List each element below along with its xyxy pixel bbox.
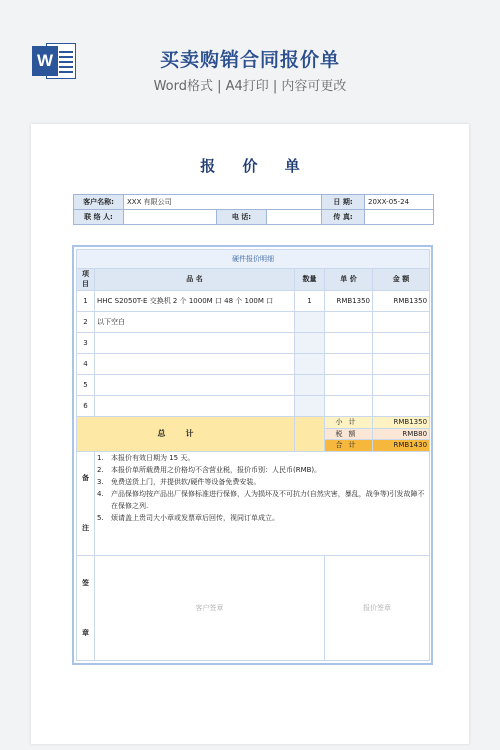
item-unit-price[interactable] [325,311,373,332]
grand-total-label: 合计 [325,440,373,452]
item-no: 6 [77,396,95,417]
tax-label: 税额 [325,428,373,440]
item-qty[interactable] [295,396,325,417]
fax-value[interactable] [365,210,434,225]
contact-value[interactable] [124,210,217,225]
column-header-unit-price: 单 价 [325,268,373,290]
quote-table [76,249,430,661]
item-no: 2 [77,311,95,332]
item-no: 5 [77,375,95,396]
item-qty[interactable] [295,375,325,396]
phone-label: 电 话: [217,210,267,225]
column-header-qty: 数量 [295,268,325,290]
customer-signature-area[interactable]: 客户签章 [95,555,325,660]
item-amount[interactable] [373,396,430,417]
item-amount[interactable] [373,375,430,396]
item-unit-price[interactable] [325,375,373,396]
fax-label: 传 真: [322,210,365,225]
date-value[interactable]: 20XX-05-24 [365,195,434,210]
item-amount[interactable] [373,333,430,354]
page-header [0,0,500,125]
item-no: 1 [77,290,95,311]
total-label: 总计 [77,417,295,452]
item-unit-price[interactable] [325,333,373,354]
item-unit-price[interactable] [325,396,373,417]
section-title: 硬件报价明细 [77,250,430,269]
tax-value[interactable]: RMB80 [373,428,430,440]
table-row [77,375,430,396]
notes-content[interactable] [95,451,430,555]
item-unit-price[interactable]: RMB1350 [325,290,373,311]
document-page [31,124,469,744]
item-amount[interactable] [373,354,430,375]
list-item: 1. 本报价有效日期为 15 天。 [97,453,195,462]
table-row [77,333,430,354]
quote-signature-area[interactable]: 报价签章 [325,555,430,660]
customer-value[interactable]: XXX 有限公司 [124,195,322,210]
total-spacer [295,417,325,452]
item-amount[interactable]: RMB1350 [373,290,430,311]
table-row [77,396,430,417]
item-no: 3 [77,333,95,354]
subtotal-value[interactable]: RMB1350 [373,417,430,429]
word-icon: W [32,41,76,81]
item-name[interactable]: HHC S2050T-E 交换机 2 个 1000M 口 48 个 100M 口 [95,290,295,311]
item-amount[interactable] [373,311,430,332]
contact-label: 联 络 人: [74,210,124,225]
list-item: 3. 免费送货上门，并提供软/硬件等设备免费安装。 [97,477,261,486]
item-name[interactable] [95,375,295,396]
document-title: 报 价 单 [200,157,311,175]
list-item: 5. 烦请盖上贵司大小章或发票章后回传，视同订单成立。 [97,513,279,522]
table-row [77,354,430,375]
item-qty[interactable]: 1 [295,290,325,311]
item-name[interactable] [95,354,295,375]
header-subtitle: Word格式 | A4打印 | 内容可更改 [153,79,347,94]
column-header-no: 项目 [77,268,95,290]
item-qty[interactable] [295,354,325,375]
list-item: 4. 产品保修均按产品出厂保修标准进行保修，人为损坏及不可抗力(自然灾害，暴乱，战争等)引发故障不在保修之列. [97,489,425,510]
customer-label: 客户名称: [74,195,124,210]
notes-label: 备 注 [77,451,95,555]
sign-label: 签 章 [77,555,95,660]
list-item: 2. 本报价单所载费用之价格均不含营业税，报价币别：人民币(RMB)。 [97,465,322,474]
customer-info-table [73,194,434,225]
grand-total-value[interactable]: RMB1430 [373,440,430,452]
quote-detail-box [72,245,433,665]
column-header-amount: 金 额 [373,268,430,290]
item-no: 4 [77,354,95,375]
header-title: 买卖购销合同报价单 [159,49,340,71]
date-label: 日 期: [322,195,365,210]
item-name[interactable]: 以下空白 [95,311,295,332]
phone-value[interactable] [267,210,322,225]
table-row [77,311,430,332]
item-name[interactable] [95,396,295,417]
table-row [77,290,430,311]
item-unit-price[interactable] [325,354,373,375]
item-name[interactable] [95,333,295,354]
column-header-name: 品 名 [95,268,295,290]
item-qty[interactable] [295,333,325,354]
subtotal-label: 小计 [325,417,373,429]
item-qty[interactable] [295,311,325,332]
